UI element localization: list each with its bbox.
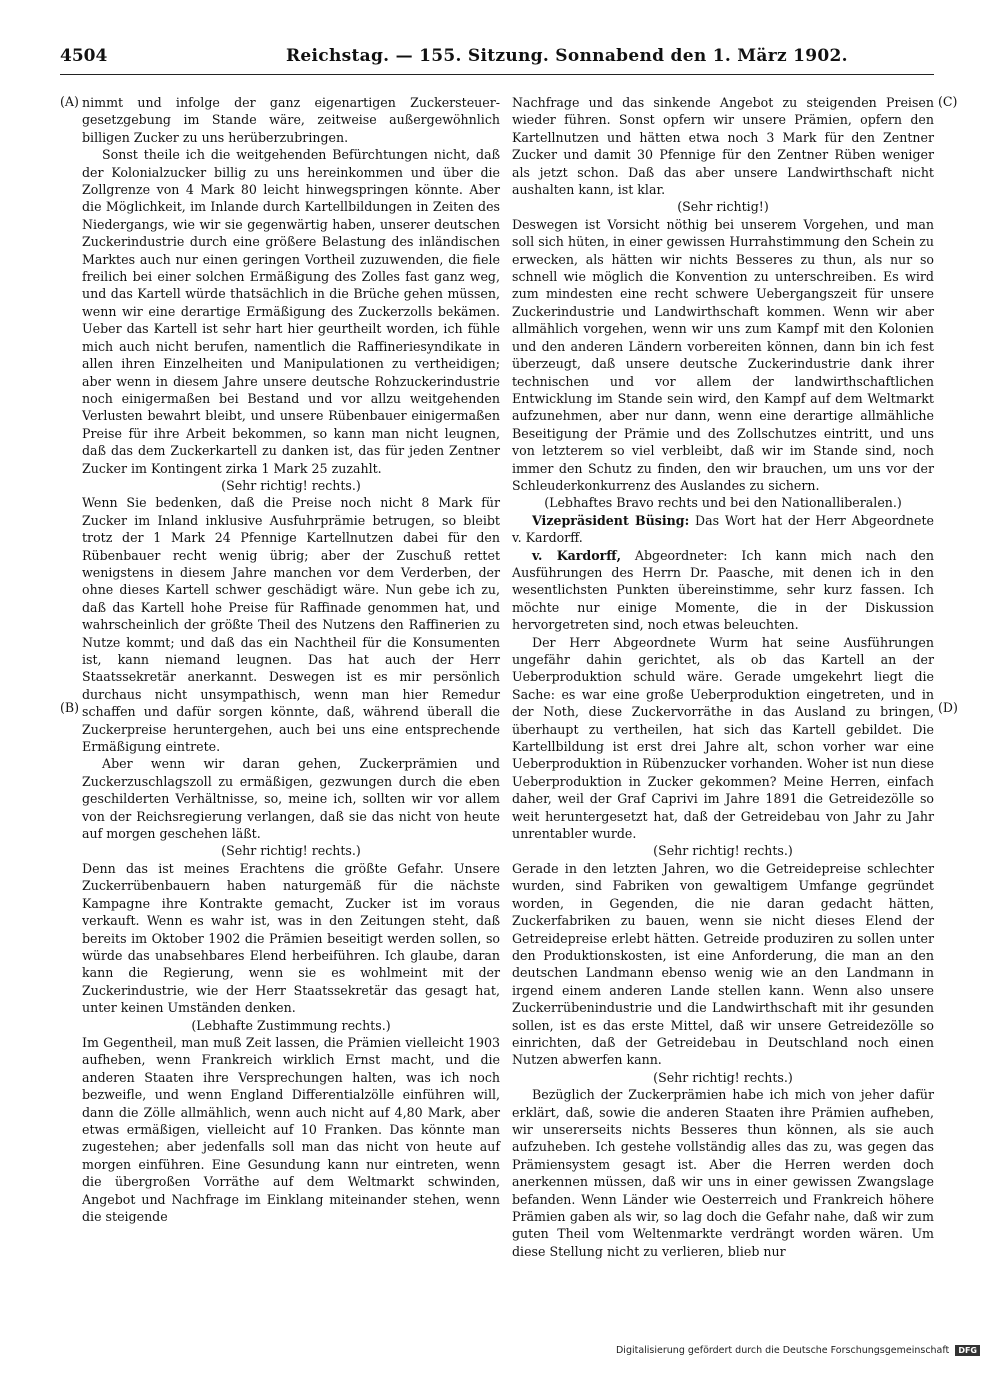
speaker-text: Abgeordneter: Ich kann mich nach den Ausführungen des Herrn Dr. Paasche, mit denen ich in den wesentlichsten Punkten übereinstimme, sehr kurz fassen. Ich möchte nur einige Momente, die in der Diskussion hervorgetreten sind, noch etwas beleuchten. — [512, 547, 934, 633]
right-column — [512, 94, 935, 1259]
speaker-name: Vizepräsident Büsing: — [532, 512, 690, 528]
right-paragraph-4 — [512, 547, 934, 634]
right-interjection-2: (Lebhaftes Bravo rechts und bei den Nationalliberalen.) — [544, 495, 902, 511]
right-paragraph-6: Gerade in den letzten Jahren, wo die Getreidepreise schlechter wurden, sind Fabriken von gewaltigem Umfange gegründet worden, in Gegenden, die nie daran gedacht hätten, Zuckerfabriken zu bauen, wenn sie nicht dieses Elend der Getreidepreise erlebt hätten. Getreide produziren zu sollen unter den Produktionskosten, ist eine Anforderung, die man an den deutschen Landmann ebenso wenig wie an den Landmann in irgend einem anderen Lande stellen kann. Wenn also unsere Zuckerrübenindustrie und die Landwirthschaft mit ihr gesunden sollen, ist es das erste Mittel, daß wir unsere Getreidezölle so einrichten, daß der Getreidebau in Deutschland noch einen Nutzen abwerfen kann. — [512, 860, 934, 1068]
left-interjection-1: (Sehr richtig! rechts.) — [221, 477, 361, 493]
left-paragraph-1: nimmt und infolge der ganz eigenartigen Zuckersteuer-gesetzgebung im Stande wäre, zeitweise außergewöhnlich billigen Zucker zu uns herüberzubringen. — [82, 95, 500, 145]
left-interjection-2: (Sehr richtig! rechts.) — [221, 843, 361, 859]
margin-marker-a: (A) — [60, 94, 79, 109]
margin-marker-c: (C) — [938, 94, 958, 109]
running-title: Reichstag. — 155. Sitzung. Sonnabend den 1. März 1902. — [286, 46, 848, 66]
header-rule — [60, 74, 934, 75]
left-paragraph-6: Im Gegentheil, man muß Zeit lassen, die Prämien vielleicht 1903 aufheben, wenn Frankreich wirklich Ernst macht, und die anderen Staaten ihre Versprechungen halten, was ich noch bezweifle, und wenn England Differentialzölle einführen will, dann die Zölle allmählich, wenn auch nicht auf 4,80 Mark, aber etwas ermäßigen, vielleicht auf 10 Franken. Das könnte man zugestehen; aber jedenfalls soll man das nicht von heute auf morgen einführen. Eine Gesundung kann nur eintreten, wenn die übergroßen Vorräthe auf dem Weltmarkt schwinden, Angebot und Nachfrage im Einklang miteinander stehen, wenn die steigende — [82, 1034, 500, 1224]
right-paragraph-2: Deswegen ist Vorsicht nöthig bei unserem Vorgehen, und man soll sich hüten, in einer gewissen Hurrahstimmung den Schein zu erwecken, als hätten wir nichts Besseres zu thun, als nur so schnell wie möglich die Konvention zu unterschreiben. Es wird zum mindesten eine recht schwere Uebergangszeit für unsere Zuckerindustrie und Landwirthschaft kommen. Wenn wir aber allmählich vorgehen, wenn wir uns zum Kampf mit den Kolonien und den anderen Ländern vorbereiten können, dann bin ich fest überzeugt, daß unsere deutsche Zuckerindustrie dank ihrer technischen und vor allem der landwirthschaftlichen Entwicklung im Stande sein wird, den Kampf auf dem Weltmarkt aufzunehmen, aber nur dann, wenn eine derartige allmähliche Beseitigung der Prämie und des Zollschutzes eintritt, und uns von letzterem so viel verbleibt, daß wir im Stande sind, noch immer den Schutz zu finden, den wir brauchen, um uns vor der Schleuderkonkurrenz des Auslandes zu sichern. — [512, 216, 934, 493]
footer-text: Digitalisierung gefördert durch die Deutsche Forschungsgemeinschaft — [615, 1345, 950, 1356]
left-paragraph-4: Aber wenn wir daran gehen, Zuckerprämien und Zuckerzuschlagszoll zu ermäßigen, gezwungen durch die eben geschilderten Verhältnisse, so, meine ich, sollten wir vor allem von der Reichsregierung verlangen, daß sie das nicht von heute auf morgen geschehen läßt. — [82, 756, 500, 842]
speaker-name: v. Kardorff, — [532, 547, 621, 563]
left-column — [82, 94, 500, 1224]
left-interjection-3: (Lebhafte Zustimmung rechts.) — [191, 1017, 391, 1033]
speaker-text: Das Wort hat der Herr Abgeordnete v. Kardorff. — [512, 512, 935, 546]
right-interjection-1: (Sehr richtig!) — [677, 199, 769, 215]
dfg-logo: DFG — [955, 1345, 980, 1356]
right-interjection-4: (Sehr richtig! rechts.) — [653, 1069, 793, 1085]
margin-marker-b: (B) — [60, 700, 80, 715]
right-paragraph-7: Bezüglich der Zuckerprämien habe ich mich von jeher dafür erklärt, daß, sowie die anderen Staaten ihre Prämien aufheben, wir unsererseits nichts Besseres thun können, als sie auch aufzuheben. Ich gestehe vollständig alles das zu, was gegen das Prämiensystem gesagt ist. Aber die Herren werden doch anerkennen müssen, daß wir uns in einer gewissen Zwangslage befanden. Wenn Länder wie Oesterreich und Frankreich höhere Prämien gaben als wir, so lag doch die Gefahr nahe, daß wir zum guten Theil vom Weltenmarkte verdrängt worden wären. Um diese Stellung nicht zu verlieren, blieb nur — [512, 1087, 934, 1259]
left-paragraph-2: Sonst theile ich die weitgehenden Befürchtungen nicht, daß der Kolonialzucker billig zu uns hereinkommen und über die Zollgrenze von 4 Mark 80 leicht hinwegspringen könnte. Aber die Möglichkeit, im Inlande durch Kartellbildungen in Zeiten des Niedergangs, wie wir sie gegenwärtig haben, unserer deutschen Zuckerindustrie durch eine größere Belastung des inländischen Marktes auch nur einen geringen Vortheil zuzuwenden, die fiele freilich bei einer solchen Ermäßigung des Zolles fast ganz weg, und das Kartell würde thatsächlich in die Brüche gehen müssen, wenn wir eine derartige Ermäßigung des Zuckerzolls bekämen. Ueber das Kartell ist sehr hart hier geurtheilt worden, ich fühle mich auch nicht berufen, namentlich die Raffineriesyndikate in allen ihren Einzelheiten und Manipulationen zu vertheidigen; aber wenn in diesem Jahre unsere deutsche Rohzuckerindustrie noch einigermaßen bei Bestand und vor allzu weitgehenden Verlusten bewahrt bleibt, und unsere Rübenbauer einigermaßen Preise für ihre Arbeit bekommen, so kann man nicht leugnen, daß das dem Zuckerkartell zu danken ist, das für jeden Zentner Zucker im Kontingent zirka 1 Mark 25 zuzahlt. — [82, 147, 500, 476]
page-header — [60, 44, 958, 70]
page-number: 4504 — [60, 46, 108, 66]
margin-marker-d: (D) — [938, 700, 958, 715]
digitization-footer — [590, 1345, 980, 1361]
right-paragraph-1: Nachfrage und das sinkende Angebot zu steigenden Preisen wieder führen. Sonst opfern wir unsere Prämien, opfern den Kartellnutzen und hätten etwa noch 3 Mark für den Zentner Zucker und damit 30 Pfennige für den Zentner Rüben weniger als jetzt schon. Daß das aber unsere Landwirthschaft nicht aushalten kann, ist klar. — [512, 95, 934, 198]
left-paragraph-3: Wenn Sie bedenken, daß die Preise noch nicht 8 Mark für Zucker im Inland inklusive Ausfuhrprämie betrugen, so bleibt trotz der 1 Mark 24 Pfennige Kartellnutzen dabei für den Rübenbauer recht wenig übrig; aber der Zuschuß rettet wenigstens in diesem Jahre manchen vor dem Verderben, der ohne dieses Kartell schwer geschädigt wäre. Nun gebe ich zu, daß das Kartell hohe Preise für Raffinade genommen hat, und wahrscheinlich der größte Theil des Nutzens den Raffinerien zu Nutze kommt; und daß das ein Nachtheil für die Konsumenten ist, kann niemand leugnen. Das hat auch der Herr Staatssekretär anerkannt. Deswegen ist es mir persönlich durchaus nicht unsympathisch, wenn man hier Remedur schaffen und dafür sorgen könnte, daß, während überall die Zuckerpreise heruntergehen, auch bei uns eine entsprechende Ermäßigung eintrete. — [82, 495, 500, 755]
left-paragraph-5: Denn das ist meines Erachtens die größte Gefahr. Unsere Zuckerrübenbauern haben naturgemäß für die nächste Kampagne ihre Kontrakte gemacht, Zucker ist im voraus verkauft. Wenn es wahr ist, was in den Zeitungen steht, daß bereits im Oktober 1902 die Prämien beseitigt werden sollen, so würde das unabsehbares Elend herbeiführen. Ich glaube, daran kann die Regierung, wenn sie es wohlmeint mit der Zuckerindustrie, wie der Herr Staatssekretär das gesagt hat, unter keinen Umständen denken. — [82, 860, 500, 1016]
right-paragraph-5: Der Herr Abgeordnete Wurm hat seine Ausführungen ungefähr dahin gerichtet, als ob das Kartell an der Ueberproduktion schuld wäre. Gerade umgekehrt liegt die Sache: es war eine große Ueberproduktion eingetreten, und in der Noth, diese Zuckervorräthe in das Ausland zu bringen, überhaupt zu vertheilen, hat sich das Kartell gebildet. Die Kartellbildung ist erst drei Jahre alt, schon vorher war eine Ueberproduktion in Rübenzucker vorhanden. Woher ist nun diese Ueberproduktion in Zucker gekommen? Meine Herren, einfach daher, weil der Graf Caprivi im Jahre 1891 die Getreidezölle so weit heruntergesetzt hat, daß der Getreidebau von Jahr zu Jahr unrentabler wurde. — [512, 634, 934, 842]
right-interjection-3: (Sehr richtig! rechts.) — [653, 843, 793, 859]
right-paragraph-3 — [512, 512, 934, 547]
